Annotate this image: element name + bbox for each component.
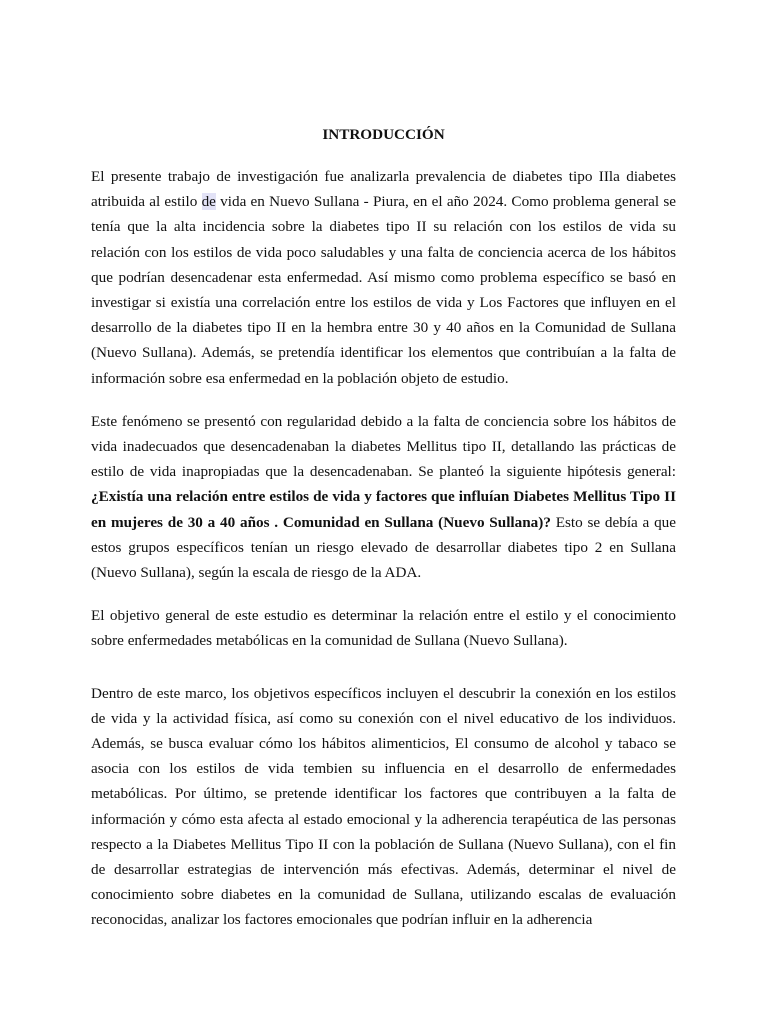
paragraph-1 (91, 164, 676, 391)
document-body (91, 124, 676, 951)
paragraph-1-text-end: vida en Nuevo Sullana - Piura, en el año 2024. Como problema general se tenía que la alta incidencia sobre la diabetes tipo II su relación con los estilos de vida su relación con los estilos de vida poco saludables y una falta de conciencia acerca de los hábitos que podrían desencadenar esta enfermedad. Así mismo como problema específico se basó en investigar si existía una correlación entre los estilos de vida y Los Factores que influyen en el desarrollo de la diabetes tipo II en la hembra entre 30 y 40 años en la Comunidad de Sullana (Nuevo Sullana). Además, se pretendía identificar los elementos que contribuían a la falta de información sobre esa enfermedad en la población objeto de estudio. (91, 193, 676, 387)
page-title: INTRODUCCIÓN (322, 126, 445, 143)
paragraph-1-text-start: El presente trabajo de investigación fue analizarla prevalencia de diabetes tipo IIla diabetes atribuida al estilo (91, 168, 676, 211)
paragraph-4: Dentro de este marco, los objetivos específicos incluyen el descubrir la conexión en los estilos de vida y la actividad física, así como su conexión con el nivel educativo de los individuos. Además, se busca evaluar cómo los hábitos alimenticios, El consumo de alcohol y tabaco se asocia con los estilos de vida tembien su influencia en el desarrollo de enfermedades metabólicas. Por último, se pretende identificar los factores que contribuyen a la falta de información y cómo esta afecta al estado emocional y la adherencia terapéutica de las personas respecto a la Diabetes Mellitus Tipo II con la población de Sullana (Nuevo Sullana), con el fin de desarrollar estrategias de intervención más efectivas. Además, determinar el nivel de conocimiento sobre diabetes en la comunidad de Sullana, utilizando escalas de evaluación reconocidas, analizar los factores emocionales que podrían influir en la adherencia (91, 684, 676, 929)
paragraph-2-text-end: Esto se debía a que estos grupos específicos tenían un riesgo elevado de desarrollar diabetes tipo 2 en Sullana (Nuevo Sullana), según la escala de riesgo de la ADA. (91, 513, 676, 582)
paragraph-2-text-start: Este fenómeno se presentó con regularidad debido a la falta de conciencia sobre los hábitos de vida inadecuados que desencadenaban la diabetes Mellitus tipo II, detallando las prácticas de estilo de vida inapropiadas que la desencadenaban. Se planteó la siguiente hipótesis general: (91, 412, 676, 481)
highlighted-word: de (201, 193, 216, 211)
paragraph-3: El objetivo general de este estudio es determinar la relación entre el estilo y el conocimiento sobre enfermedades metabólicas en la comunidad de Sullana (Nuevo Sullana). (91, 607, 676, 650)
paragraph-2 (91, 409, 676, 585)
hypothesis-bold-text: ¿Existía una relación entre estilos de vida y factores que influían Diabetes Mellitus Tipo II en mujeres de 30 a 40 años . Comunidad en Sullana (Nuevo Sullana)? (91, 488, 676, 531)
